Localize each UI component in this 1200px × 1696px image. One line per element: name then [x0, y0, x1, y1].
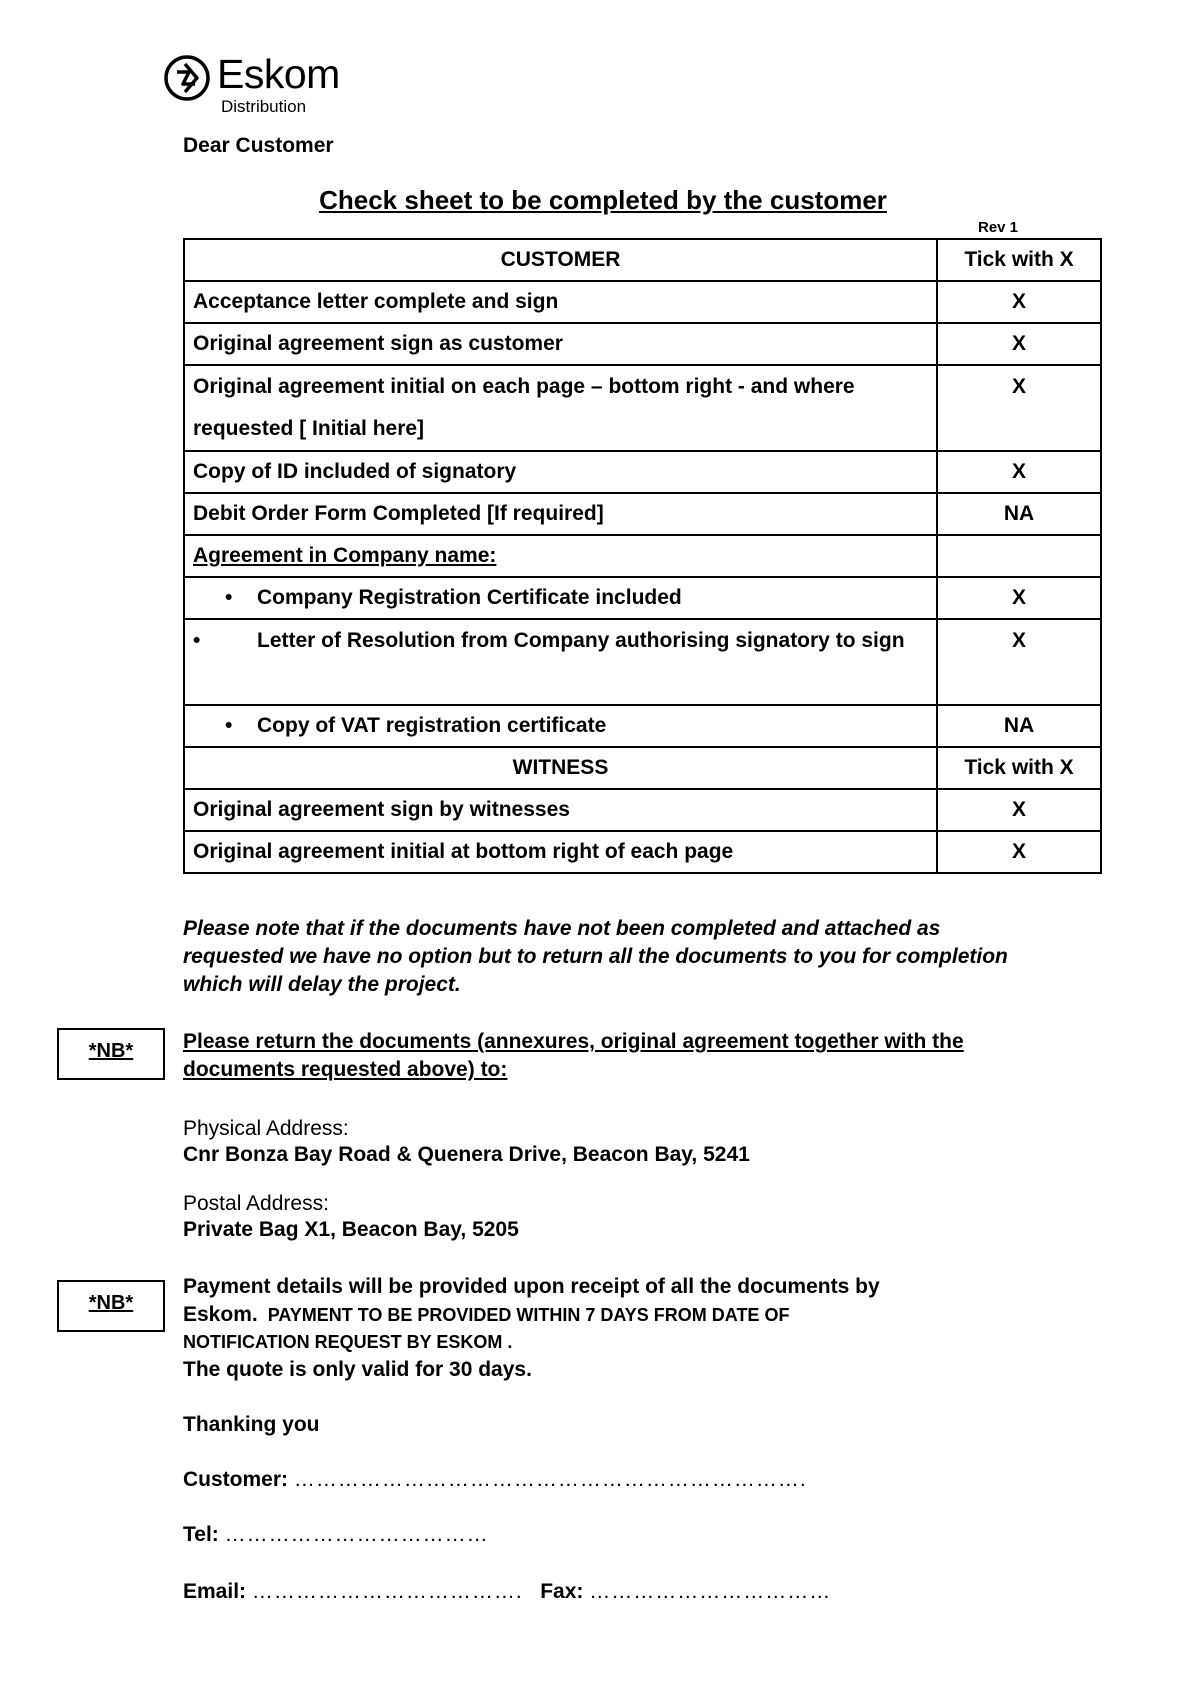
completion-note: Please note that if the documents have not been completed and attached as requested we have no option but to return all the documents to you for completion which will delay the project.	[183, 917, 1008, 996]
table-row	[184, 705, 1101, 747]
payment-line-1: Payment details will be provided upon receipt of all the documents by	[183, 1275, 880, 1298]
table-row	[184, 365, 1101, 451]
table-row	[184, 323, 1101, 365]
bullet-row-label	[184, 577, 937, 619]
row-label: Copy of ID included of signatory	[184, 451, 937, 493]
table-row	[184, 451, 1101, 493]
witness-header-row	[184, 747, 1101, 789]
witness-tick-header: Tick with X	[937, 747, 1101, 789]
payment-details	[183, 1273, 1043, 1384]
bullet-row-label	[184, 705, 937, 747]
company-heading: Agreement in Company name:	[184, 535, 937, 577]
row-tick: X	[937, 789, 1101, 831]
nb-label: *NB*	[88, 1292, 134, 1314]
table-row	[184, 789, 1101, 831]
customer-header: CUSTOMER	[184, 239, 937, 281]
company-heading-row	[184, 535, 1101, 577]
physical-address-value: Cnr Bonza Bay Road & Quenera Drive, Beacon Bay, 5241	[183, 1143, 750, 1166]
payment-line-2-prefix: Eskom.	[183, 1303, 258, 1326]
customer-field-label: Customer:	[183, 1468, 289, 1491]
physical-address-label: Physical Address:	[183, 1117, 349, 1140]
check-sheet-table	[183, 238, 1102, 874]
nb-label: *NB*	[88, 1040, 134, 1062]
row-label: Original agreement initial on each page – bottom right - and where requested [ Initial here]	[184, 365, 937, 451]
greeting: Dear Customer	[183, 134, 334, 157]
customer-field-dots[interactable]: …………………………………………………………….	[293, 1468, 807, 1491]
tel-field	[183, 1523, 489, 1547]
witness-header: WITNESS	[184, 747, 937, 789]
bullet-row-label	[184, 619, 937, 705]
bullet-icon: •	[225, 714, 233, 737]
postal-address-value: Private Bag X1, Beacon Bay, 5205	[183, 1218, 519, 1241]
row-label: Original agreement sign by witnesses	[184, 789, 937, 831]
tel-field-dots[interactable]: ………………………………	[224, 1523, 489, 1546]
table-row	[184, 831, 1101, 873]
row-tick: X	[937, 577, 1101, 619]
eskom-logo-icon	[163, 54, 211, 102]
row-label: Company Registration Certificate included	[257, 586, 682, 609]
nb-box	[57, 1028, 165, 1080]
eskom-logo	[163, 51, 353, 120]
closing: Thanking you	[183, 1413, 320, 1436]
customer-header-row	[184, 239, 1101, 281]
row-label: Letter of Resolution from Company authorising signatory to sign	[257, 629, 905, 652]
row-tick: NA	[937, 493, 1101, 535]
payment-line-2-caps: PAYMENT TO BE PROVIDED WITHIN 7 DAYS FROM DATE OF	[267, 1305, 790, 1325]
row-label: Original agreement sign as customer	[184, 323, 937, 365]
payment-line-4: The quote is only valid for 30 days.	[183, 1358, 532, 1381]
table-row	[184, 493, 1101, 535]
row-label: Debit Order Form Completed [If required]	[184, 493, 937, 535]
row-label: Original agreement initial at bottom right of each page	[184, 831, 937, 873]
fax-field-label: Fax:	[540, 1580, 584, 1603]
payment-line-2	[183, 1301, 1043, 1329]
division-name: Distribution	[221, 97, 307, 116]
row-tick: X	[937, 365, 1101, 451]
return-instruction: Please return the documents (annexures, original agreement together with the documents requested above) to:	[183, 1030, 964, 1081]
row-tick: NA	[937, 705, 1101, 747]
email-fax-field	[183, 1580, 831, 1604]
row-label: Copy of VAT registration certificate	[257, 714, 607, 737]
email-field-label: Email:	[183, 1580, 247, 1603]
row-label: Acceptance letter complete and sign	[184, 281, 937, 323]
page-title: Check sheet to be completed by the customer	[319, 185, 887, 215]
row-tick-empty	[937, 535, 1101, 577]
customer-field	[183, 1468, 807, 1492]
fax-field-dots[interactable]: ……………………………	[589, 1580, 832, 1603]
table-row	[184, 281, 1101, 323]
bullet-icon: •	[193, 629, 201, 652]
email-field-dots[interactable]: ……………………………….	[251, 1580, 523, 1603]
row-tick: X	[937, 831, 1101, 873]
revision-label: Rev 1	[978, 219, 1019, 236]
brand-name: Eskom	[217, 51, 340, 97]
nb-box	[57, 1280, 165, 1332]
bullet-icon: •	[225, 586, 233, 609]
row-tick: X	[937, 281, 1101, 323]
row-tick: X	[937, 619, 1101, 705]
payment-line-3: NOTIFICATION REQUEST BY ESKOM .	[183, 1332, 513, 1352]
tick-header: Tick with X	[937, 239, 1101, 281]
row-tick: X	[937, 323, 1101, 365]
row-tick: X	[937, 451, 1101, 493]
tel-field-label: Tel:	[183, 1523, 219, 1546]
table-row	[184, 619, 1101, 705]
table-row	[184, 577, 1101, 619]
postal-address-label: Postal Address:	[183, 1192, 329, 1215]
